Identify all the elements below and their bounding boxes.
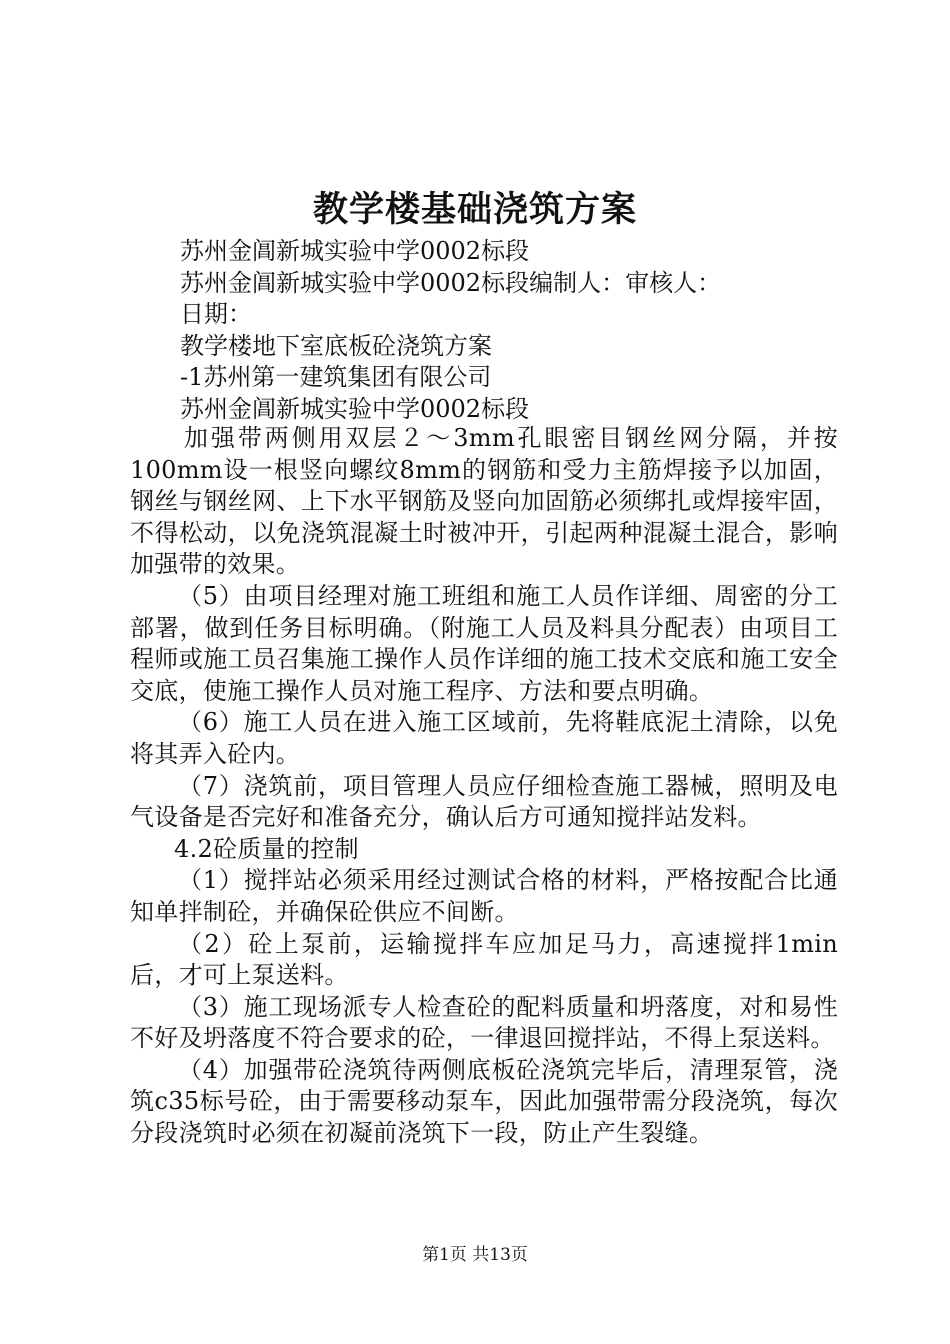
section-heading: 4.2砼质量的控制	[174, 834, 359, 863]
body-paragraph: （6）施工人员在进入施工区域前，先将鞋底泥土清除，以免将其弄入砼内。	[130, 708, 838, 768]
body-paragraph: （4）加强带砼浇筑待两侧底板砼浇筑完毕后，清理泵管，浇筑c35标号砼，由于需要移动泵车，因此加强带需分段浇筑，每次分段浇筑时必须在初凝前浇筑下一段，防止产生裂缝。	[130, 1055, 838, 1148]
body-paragraph: 加强带两侧用双层２～3mm孔眼密目钢丝网分隔，并按100mm设一根竖向螺纹8mm的钢筋和受力主筋焊接予以加固，钢丝与钢丝网、上下水平钢筋及竖向加固筋必须绑扎或焊接牢固，不得松动，以免浇筑混凝土时被冲开，引起两种混凝土混合，影响加强带的效果。	[130, 424, 838, 579]
document-header-block	[180, 236, 880, 426]
header-line: 苏州金阊新城实验中学0002标段	[180, 237, 530, 265]
document-title: 教学楼基础浇筑方案	[312, 189, 637, 230]
body-paragraph: （5）由项目经理对施工班组和施工人员作详细、周密的分工部署，做到任务目标明确。（附施工人员及料具分配表）由项目工程师或施工员召集施工操作人员作详细的施工技术交底和施工安全交底，使施工操作人员对施工程序、方法和要点明确。	[130, 581, 838, 705]
body-paragraph: （2）砼上泵前，运输搅拌车应加足马力，高速搅拌1min后，才可上泵送料。	[130, 929, 838, 990]
header-line: 苏州金阊新城实验中学0002标段	[180, 394, 530, 423]
body-paragraph: （3）施工现场派专人检查砼的配料质量和坍落度，对和易性不好及坍落度不符合要求的砼，一律退回搅拌站，不得上泵送料。	[130, 992, 838, 1053]
document-body	[130, 423, 838, 1150]
header-line: -1苏州第一建筑集团有限公司	[180, 363, 492, 392]
page-number-footer: 第1页 共13页	[422, 1245, 528, 1265]
header-line: 日期：	[180, 300, 252, 329]
body-paragraph: （1）搅拌站必须采用经过测试合格的材料，严格按配合比通知单拌制砼，并确保砼供应不间断。	[130, 866, 838, 926]
header-line: 教学楼地下室底板砼浇筑方案	[180, 331, 492, 360]
body-paragraph: （7）浇筑前，项目管理人员应仔细检查施工器械，照明及电气设备是否完好和准备充分，确认后方可通知搅拌站发料。	[130, 771, 838, 832]
header-line: 苏州金阊新城实验中学0002标段编制人：审核人：	[180, 268, 722, 297]
